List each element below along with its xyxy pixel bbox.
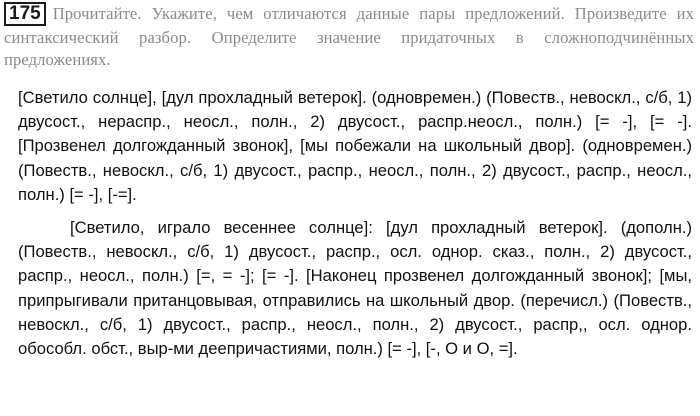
answer-paragraph-2: [Светило, играло весеннее солнце]: [дул прохладный ветерок]. (дополн.) (Повеств., невоскл., с/б, 1) двусост., распр., осл. однор. сказ., полн., 2) двусост., распр., неосл., полн.) [=, = -]; [= -]. [Наконец прозвенел долгожданный звонок]; [мы, припрыгивали пританцовывая, отправились на школьный двор. (перечисл.) (Повеств., невоскл., с/б, 1) двусост., распр., неосл., полн., 2) двусост., распр,, осл. однор. обособл. обст., выр-ми деепричастиями, полн.) [= -], [-, O и O, =].	[18, 218, 692, 359]
answer-block	[18, 86, 692, 361]
task-instruction: Прочитайте. Укажите, чем отличаются данные пары предложений. Произведите их синтаксический разбор. Определите значение придаточных в сложноподчинённых предложениях.	[4, 4, 694, 69]
answer-paragraph-1: [Светило солнце], [дул прохладный ветерок]. (одновремен.) (Повеств., невоскл., с/б, 1) двусост., нераспр., неосл., полн., 2) двусост., распр.неосл., полн.) [= -], [= -]. [Прозвенел долгожданный звонок], [мы побежали на школьный двор]. (одновремен.) (Повеств., невоскл., с/б, 1) двусост., распр., неосл., полн., 2) двусост., распр., неосл., полн.) [= -], [-=].	[18, 88, 692, 204]
task-header	[4, 3, 694, 71]
task-number-badge: 175	[4, 2, 46, 26]
